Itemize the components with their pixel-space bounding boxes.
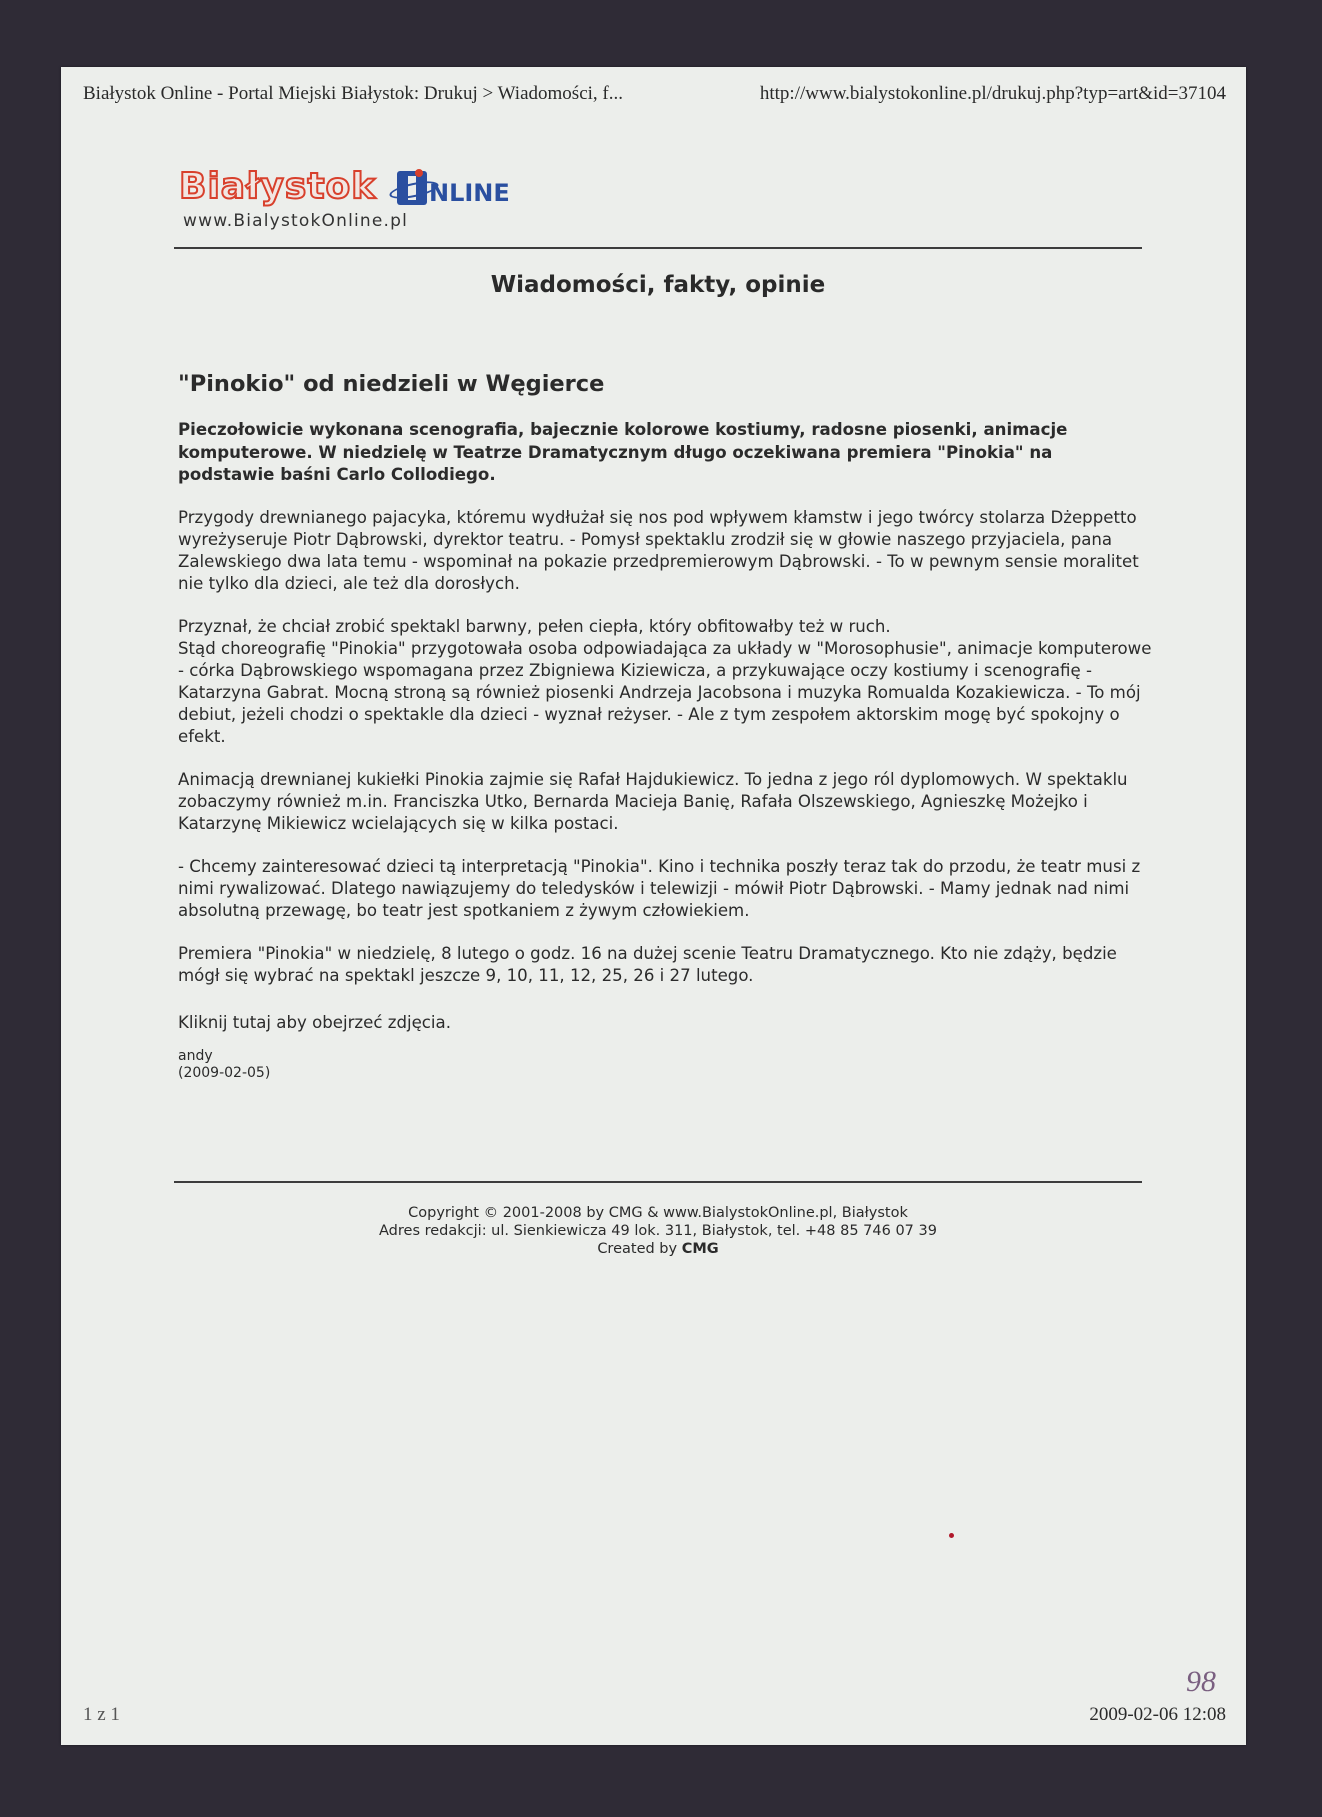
article-author: andy (178, 1047, 213, 1064)
photo-gallery-link[interactable]: Kliknij tutaj aby obejrzeć zdjęcia. (178, 1012, 451, 1032)
article (178, 369, 1153, 1082)
logo-online-text: NLINE (429, 179, 510, 207)
footer-address: Adres redakcji: ul. Sienkiewicza 49 lok. 311, Białystok, tel. +48 85 746 07 39 (379, 1223, 937, 1239)
site-logo[interactable] (179, 167, 539, 239)
handwritten-page-number: 98 (1186, 1665, 1216, 1698)
footer-divider (174, 1181, 1142, 1183)
article-paragraph: Przyznał, że chciał zrobić spektakl barwny, pełen ciepła, który obfitowałby też w ruch. Stąd choreografię "Pinokia" przygotowała osoba odpowiadająca za układy w "Morosophusie", animacje komputerowe - córka Dąbrowskiego wspomagana przez Zbigniewa Kiziewicza, a przykuwające oczy kostiumy i scenografię - Katarzyna Gabrat. Mocną stroną są również piosenki Andrzeja Jacobsona i muzyka Romualda Kozakiewicza. - To mój debiut, jeżeli chodzi o spektakle dla dzieci - wyznał reżyser. - Ale z tym zespołem aktorskim mogę być spokojny o efekt. (178, 616, 1152, 746)
print-header-title: Białystok Online - Portal Miejski Białystok: Drukuj > Wiadomości, f... (83, 83, 623, 104)
article-lead: Pieczołowicie wykonana scenografia, bajecznie kolorowe kostiumy, radosne piosenki, animacje komputerowe. W niedzielę w Teatrze Dramatycznym długo oczekiwana premiera "Pinokia" na podstawie baśni Carlo Collodiego. (178, 420, 1068, 484)
logo-o-icon (397, 171, 427, 205)
footer-created-by-name: CMG (681, 1241, 719, 1257)
site-footer (174, 1204, 1142, 1258)
footer-copyright: Copyright © 2001-2008 by CMG & www.BialystokOnline.pl, Białystok (408, 1205, 908, 1221)
article-paragraph: Animacją drewnianej kukiełki Pinokia zajmie się Rafał Hajdukiewicz. To jedna z jego ról dyplomowych. W spektaklu zobaczymy również m.in. Franciszka Utko, Bernarda Macieja Banię, Rafała Olszewskiego, Agnieszkę Możejko i Katarzynę Mikiewicz wcielających się w kilka postaci. (178, 769, 1128, 833)
footer-created-by-label: Created by (597, 1241, 678, 1257)
print-header-url: http://www.bialystokonline.pl/drukuj.php?typ=art&id=37104 (759, 83, 1226, 104)
print-datetime: 2009-02-06 12:08 (1089, 1704, 1226, 1725)
logo-dot-icon (415, 169, 423, 177)
section-title: Wiadomości, fakty, opinie (490, 272, 826, 298)
ink-speck (949, 1533, 954, 1538)
print-page-count: 1 z 1 (83, 1704, 120, 1725)
article-paragraph: Premiera "Pinokia" w niedzielę, 8 lutego o godz. 16 na dużej scenie Teatru Dramatycznego. Kto nie zdąży, będzie mógł się wybrać na spektakl jeszcze 9, 10, 11, 12, 25, 26 i 27 lutego. (178, 943, 1117, 985)
article-paragraph: Przygody drewnianego pajacyka, któremu wydłużał się nos pod wpływem kłamstw i jego twórcy stolarza Dżeppetto wyreżyseruje Piotr Dąbrowski, dyrektor teatru. - Pomysł spektaklu zrodził się w głowie naszego przyjaciela, pana Zalewskiego dwa lata temu - wspominał na pokazie przedpremierowym Dąbrowski. - To w pewnym sensie moralitet nie tylko dla dzieci, ale też dla dorosłych. (178, 507, 1139, 593)
article-title: "Pinokio" od niedzieli w Węgierce (178, 371, 605, 397)
header-divider (174, 247, 1142, 249)
article-paragraph: - Chcemy zainteresować dzieci tą interpretacją "Pinokia". Kino i technika poszły teraz tak do przodu, że teatr musi z nimi rywalizować. Dlatego nawiązujemy do teledysków i telewizji - mówił Piotr Dąbrowski. - Mamy jednak nad nimi absolutną przewagę, bo teatr jest spotkaniem z żywym człowiekiem. (178, 856, 1141, 920)
footer-credits (174, 1240, 1142, 1258)
logo-wordmark: Białystok (179, 166, 377, 207)
printed-page (61, 67, 1246, 1745)
logo-url: www.BialystokOnline.pl (183, 211, 409, 231)
article-date: (2009-02-05) (178, 1064, 271, 1081)
